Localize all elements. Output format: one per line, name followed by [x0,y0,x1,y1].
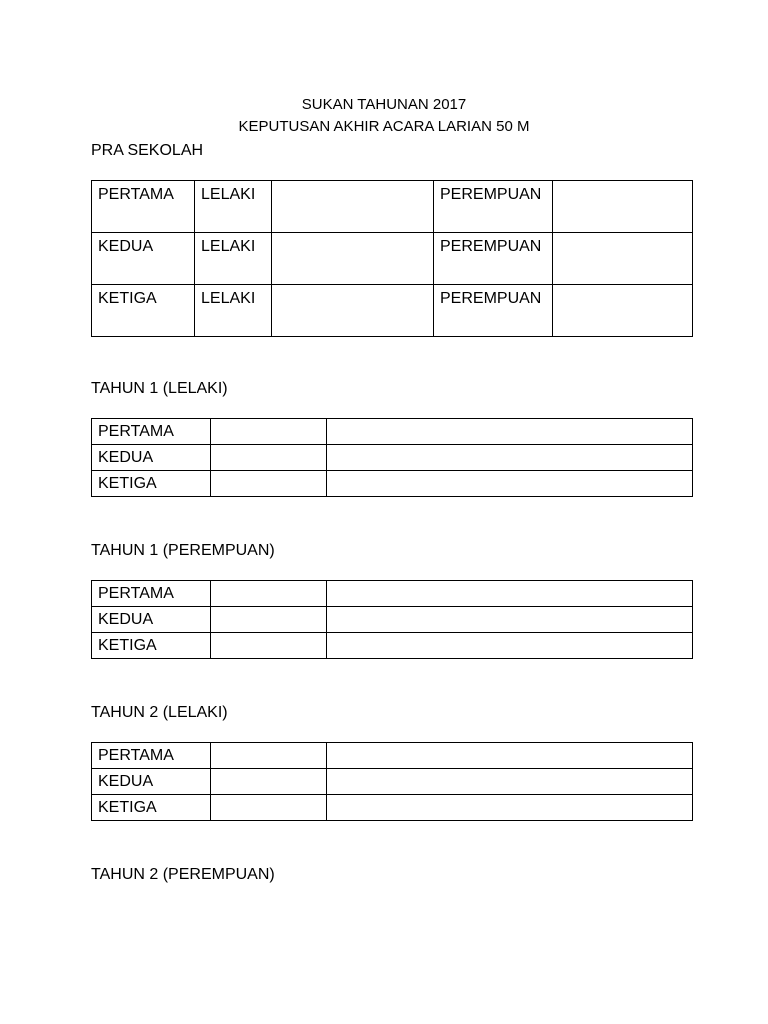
boys-label-cell: LELAKI [195,233,272,285]
class-cell[interactable] [211,471,327,497]
place-cell: KETIGA [92,285,195,337]
place-cell: KEDUA [92,445,211,471]
tahun-1-lelaki-table [91,418,693,497]
class-cell[interactable] [211,419,327,445]
place-cell: KETIGA [92,471,211,497]
boys-name-cell[interactable] [272,285,434,337]
girls-label-cell: PEREMPUAN [434,285,553,337]
class-cell[interactable] [211,633,327,659]
class-cell[interactable] [211,445,327,471]
table-row [92,285,693,337]
name-cell[interactable] [327,743,693,769]
name-cell[interactable] [327,581,693,607]
table-row [92,607,693,633]
table-row [92,471,693,497]
place-cell: PERTAMA [92,581,211,607]
place-cell: KETIGA [92,633,211,659]
section-heading-tahun-1-lelaki: TAHUN 1 (LELAKI) [91,380,228,397]
girls-label-cell: PEREMPUAN [434,233,553,285]
section-heading-tahun-2-perempuan: TAHUN 2 (PEREMPUAN) [91,866,275,883]
table-row [92,445,693,471]
girls-name-cell[interactable] [553,285,693,337]
place-cell: KETIGA [92,795,211,821]
table-row [92,633,693,659]
table-row [92,795,693,821]
girls-name-cell[interactable] [553,233,693,285]
pra-sekolah-table [91,180,693,337]
class-cell[interactable] [211,769,327,795]
table-row [92,581,693,607]
class-cell[interactable] [211,581,327,607]
boys-name-cell[interactable] [272,233,434,285]
name-cell[interactable] [327,607,693,633]
place-cell: PERTAMA [92,743,211,769]
name-cell[interactable] [327,633,693,659]
name-cell[interactable] [327,419,693,445]
boys-label-cell: LELAKI [195,181,272,233]
table-row [92,181,693,233]
boys-label-cell: LELAKI [195,285,272,337]
place-cell: PERTAMA [92,181,195,233]
name-cell[interactable] [327,471,693,497]
class-cell[interactable] [211,795,327,821]
table-row [92,419,693,445]
table-row [92,233,693,285]
tahun-2-lelaki-table [91,742,693,821]
place-cell: KEDUA [92,769,211,795]
place-cell: PERTAMA [92,419,211,445]
table-row [92,743,693,769]
name-cell[interactable] [327,445,693,471]
document-subtitle: KEPUTUSAN AKHIR ACARA LARIAN 50 M [238,118,530,135]
section-heading-pra-sekolah: PRA SEKOLAH [91,142,204,159]
section-heading-tahun-1-perempuan: TAHUN 1 (PEREMPUAN) [91,542,275,559]
girls-label-cell: PEREMPUAN [434,181,553,233]
document-title: SUKAN TAHUNAN 2017 [301,96,467,113]
class-cell[interactable] [211,607,327,633]
boys-name-cell[interactable] [272,181,434,233]
girls-name-cell[interactable] [553,181,693,233]
name-cell[interactable] [327,769,693,795]
place-cell: KEDUA [92,233,195,285]
table-row [92,769,693,795]
name-cell[interactable] [327,795,693,821]
place-cell: KEDUA [92,607,211,633]
tahun-1-perempuan-table [91,580,693,659]
class-cell[interactable] [211,743,327,769]
section-heading-tahun-2-lelaki: TAHUN 2 (LELAKI) [91,704,228,721]
